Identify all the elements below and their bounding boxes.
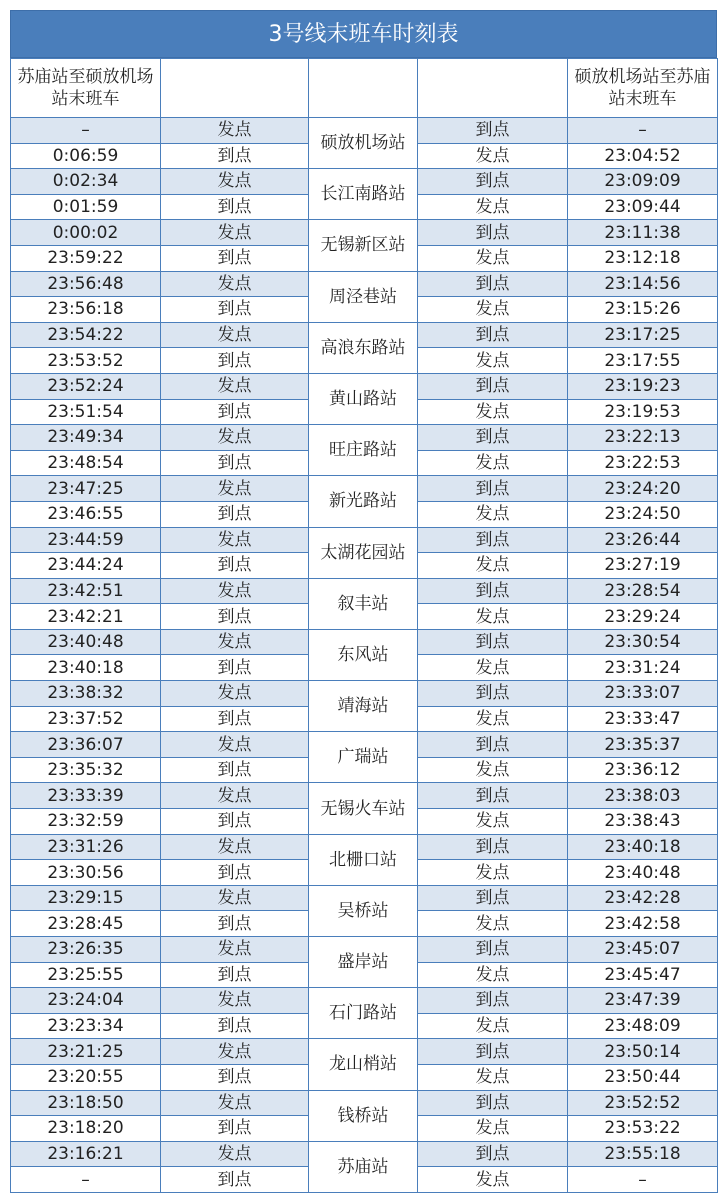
header-row	[11, 59, 718, 118]
left-time-cell: 23:42:21	[11, 604, 161, 630]
right-time-cell: 23:30:54	[568, 629, 718, 655]
right-type-cell: 到点	[418, 937, 568, 963]
table-row	[11, 578, 718, 604]
table-row	[11, 1039, 718, 1065]
left-time-cell: 23:29:15	[11, 885, 161, 911]
timetable-table	[10, 58, 718, 1193]
table-row	[11, 885, 718, 911]
right-type-cell: 到点	[418, 169, 568, 195]
station-name-cell: 新光路站	[309, 476, 418, 527]
right-type-cell: 发点	[418, 1167, 568, 1193]
left-type-cell: 发点	[161, 1039, 309, 1065]
right-time-cell: 23:40:18	[568, 834, 718, 860]
right-time-cell: 23:35:37	[568, 732, 718, 758]
left-type-cell: 发点	[161, 681, 309, 707]
station-name-cell: 钱桥站	[309, 1090, 418, 1141]
left-time-cell: 23:48:54	[11, 450, 161, 476]
left-type-cell: 发点	[161, 527, 309, 553]
table-row	[11, 681, 718, 707]
right-type-cell: 到点	[418, 783, 568, 809]
left-type-cell: 到点	[161, 348, 309, 374]
right-time-cell: 23:53:22	[568, 1116, 718, 1142]
right-type-cell: 到点	[418, 527, 568, 553]
right-time-cell: 23:52:52	[568, 1090, 718, 1116]
right-type-cell: 发点	[418, 553, 568, 579]
left-time-cell: 23:38:32	[11, 681, 161, 707]
right-type-cell: 发点	[418, 911, 568, 937]
left-type-cell: 到点	[161, 604, 309, 630]
left-time-cell: 23:16:21	[11, 1141, 161, 1167]
station-name-cell: 龙山梢站	[309, 1039, 418, 1090]
right-type-cell: 到点	[418, 425, 568, 451]
timetable-title: 3号线末班车时刻表	[10, 10, 717, 58]
left-time-cell: 23:25:55	[11, 962, 161, 988]
right-time-cell: 23:42:58	[568, 911, 718, 937]
station-name-cell: 东风站	[309, 629, 418, 680]
right-type-cell: 到点	[418, 1039, 568, 1065]
left-type-cell: 发点	[161, 578, 309, 604]
left-type-cell: 发点	[161, 476, 309, 502]
right-type-cell: 发点	[418, 706, 568, 732]
right-type-cell: 发点	[418, 1116, 568, 1142]
header-blank	[309, 59, 418, 118]
left-time-cell: 23:26:35	[11, 937, 161, 963]
left-time-cell: 23:59:22	[11, 245, 161, 271]
right-type-cell: 到点	[418, 322, 568, 348]
left-type-cell: 发点	[161, 732, 309, 758]
right-time-cell: 23:14:56	[568, 271, 718, 297]
right-time-cell: 23:04:52	[568, 143, 718, 169]
left-type-cell: 到点	[161, 501, 309, 527]
left-time-cell: 23:28:45	[11, 911, 161, 937]
left-type-cell: 发点	[161, 425, 309, 451]
left-time-cell: 23:24:04	[11, 988, 161, 1014]
left-type-cell: 发点	[161, 373, 309, 399]
right-time-cell: 23:24:20	[568, 476, 718, 502]
right-time-cell: 23:11:38	[568, 220, 718, 246]
right-time-cell: 23:22:53	[568, 450, 718, 476]
station-name-cell: 旺庄路站	[309, 425, 418, 476]
station-name-cell: 太湖花园站	[309, 527, 418, 578]
right-type-cell: 到点	[418, 629, 568, 655]
left-time-cell: 23:33:39	[11, 783, 161, 809]
left-time-cell: 23:52:24	[11, 373, 161, 399]
left-time-cell: 23:23:34	[11, 1013, 161, 1039]
right-type-cell: 发点	[418, 604, 568, 630]
right-time-cell: 23:12:18	[568, 245, 718, 271]
left-time-cell: 23:44:24	[11, 553, 161, 579]
left-type-cell: 到点	[161, 194, 309, 220]
table-row	[11, 169, 718, 195]
station-name-cell: 长江南路站	[309, 169, 418, 220]
right-time-cell: 23:17:25	[568, 322, 718, 348]
left-type-cell: 到点	[161, 297, 309, 323]
left-type-cell: 到点	[161, 553, 309, 579]
left-time-cell: 23:53:52	[11, 348, 161, 374]
right-time-cell: 23:19:23	[568, 373, 718, 399]
right-time-cell: 23:33:47	[568, 706, 718, 732]
left-time-cell: 23:37:52	[11, 706, 161, 732]
right-time-cell: 23:29:24	[568, 604, 718, 630]
left-type-cell: 到点	[161, 1013, 309, 1039]
left-type-cell: 发点	[161, 783, 309, 809]
right-time-cell: 23:38:43	[568, 809, 718, 835]
table-row	[11, 783, 718, 809]
right-time-cell: 23:50:14	[568, 1039, 718, 1065]
right-type-cell: 到点	[418, 271, 568, 297]
right-type-cell: 到点	[418, 578, 568, 604]
left-time-cell: 0:01:59	[11, 194, 161, 220]
left-time-cell: 23:42:51	[11, 578, 161, 604]
left-time-cell: 23:31:26	[11, 834, 161, 860]
right-type-cell: 到点	[418, 476, 568, 502]
right-type-cell: 发点	[418, 809, 568, 835]
left-type-cell: 发点	[161, 322, 309, 348]
right-time-cell: 23:15:26	[568, 297, 718, 323]
table-row	[11, 322, 718, 348]
table-row	[11, 988, 718, 1014]
right-type-cell: 到点	[418, 373, 568, 399]
right-time-cell: –	[568, 118, 718, 144]
right-time-cell: –	[568, 1167, 718, 1193]
right-time-cell: 23:36:12	[568, 757, 718, 783]
left-type-cell: 到点	[161, 757, 309, 783]
right-direction-header: 硕放机场站至苏庙站末班车	[568, 59, 718, 118]
left-time-cell: 23:20:55	[11, 1064, 161, 1090]
left-time-cell: 23:40:18	[11, 655, 161, 681]
right-time-cell: 23:45:47	[568, 962, 718, 988]
station-name-cell: 靖海站	[309, 681, 418, 732]
right-time-cell: 23:24:50	[568, 501, 718, 527]
right-time-cell: 23:31:24	[568, 655, 718, 681]
station-name-cell: 盛岸站	[309, 937, 418, 988]
station-name-cell: 北栅口站	[309, 834, 418, 885]
right-time-cell: 23:48:09	[568, 1013, 718, 1039]
right-time-cell: 23:45:07	[568, 937, 718, 963]
left-time-cell: 0:02:34	[11, 169, 161, 195]
station-name-cell: 高浪东路站	[309, 322, 418, 373]
station-name-cell: 石门路站	[309, 988, 418, 1039]
left-time-cell: –	[11, 1167, 161, 1193]
right-time-cell: 23:19:53	[568, 399, 718, 425]
timetable-body	[11, 59, 718, 1193]
right-type-cell: 发点	[418, 1064, 568, 1090]
left-type-cell: 到点	[161, 809, 309, 835]
right-type-cell: 发点	[418, 655, 568, 681]
right-type-cell: 到点	[418, 681, 568, 707]
left-time-cell: 23:36:07	[11, 732, 161, 758]
right-time-cell: 23:09:09	[568, 169, 718, 195]
station-name-cell: 叙丰站	[309, 578, 418, 629]
left-time-cell: 23:35:32	[11, 757, 161, 783]
left-time-cell: 23:46:55	[11, 501, 161, 527]
right-time-cell: 23:09:44	[568, 194, 718, 220]
right-type-cell: 发点	[418, 194, 568, 220]
table-row	[11, 271, 718, 297]
table-row	[11, 373, 718, 399]
left-type-cell: 到点	[161, 962, 309, 988]
table-row	[11, 476, 718, 502]
left-time-cell: 23:44:59	[11, 527, 161, 553]
left-time-cell: 23:54:22	[11, 322, 161, 348]
left-type-cell: 发点	[161, 629, 309, 655]
right-type-cell: 发点	[418, 245, 568, 271]
station-name-cell: 广瑞站	[309, 732, 418, 783]
right-time-cell: 23:55:18	[568, 1141, 718, 1167]
left-type-cell: 到点	[161, 1167, 309, 1193]
left-type-cell: 到点	[161, 245, 309, 271]
station-name-cell: 黄山路站	[309, 373, 418, 424]
left-type-cell: 发点	[161, 271, 309, 297]
table-row	[11, 220, 718, 246]
station-name-cell: 吴桥站	[309, 885, 418, 936]
right-time-cell: 23:47:39	[568, 988, 718, 1014]
right-time-cell: 23:42:28	[568, 885, 718, 911]
left-type-cell: 到点	[161, 655, 309, 681]
right-time-cell: 23:17:55	[568, 348, 718, 374]
right-time-cell: 23:26:44	[568, 527, 718, 553]
station-name-cell: 硕放机场站	[309, 118, 418, 169]
left-type-cell: 到点	[161, 450, 309, 476]
left-time-cell: 23:21:25	[11, 1039, 161, 1065]
table-row	[11, 834, 718, 860]
station-name-cell: 无锡新区站	[309, 220, 418, 271]
right-type-cell: 到点	[418, 1090, 568, 1116]
left-time-cell: 23:40:48	[11, 629, 161, 655]
right-type-cell: 到点	[418, 220, 568, 246]
station-name-cell: 苏庙站	[309, 1141, 418, 1192]
station-name-cell: 无锡火车站	[309, 783, 418, 834]
table-row	[11, 118, 718, 144]
left-time-cell: 23:49:34	[11, 425, 161, 451]
left-type-cell: 发点	[161, 834, 309, 860]
right-type-cell: 发点	[418, 297, 568, 323]
right-type-cell: 到点	[418, 885, 568, 911]
table-row	[11, 425, 718, 451]
left-time-cell: 23:18:20	[11, 1116, 161, 1142]
table-row	[11, 732, 718, 758]
right-time-cell: 23:38:03	[568, 783, 718, 809]
left-time-cell: 23:56:18	[11, 297, 161, 323]
left-time-cell: 0:06:59	[11, 143, 161, 169]
left-time-cell: 23:18:50	[11, 1090, 161, 1116]
right-type-cell: 到点	[418, 732, 568, 758]
right-type-cell: 发点	[418, 501, 568, 527]
left-time-cell: –	[11, 118, 161, 144]
left-type-cell: 发点	[161, 988, 309, 1014]
timetable-sheet	[10, 10, 717, 1193]
right-type-cell: 发点	[418, 348, 568, 374]
header-blank	[161, 59, 309, 118]
right-time-cell: 23:40:48	[568, 860, 718, 886]
right-type-cell: 发点	[418, 399, 568, 425]
right-type-cell: 到点	[418, 988, 568, 1014]
left-time-cell: 0:00:02	[11, 220, 161, 246]
right-type-cell: 到点	[418, 1141, 568, 1167]
left-type-cell: 到点	[161, 1064, 309, 1090]
left-time-cell: 23:30:56	[11, 860, 161, 886]
left-type-cell: 到点	[161, 860, 309, 886]
right-type-cell: 到点	[418, 118, 568, 144]
left-type-cell: 发点	[161, 118, 309, 144]
right-time-cell: 23:22:13	[568, 425, 718, 451]
right-time-cell: 23:27:19	[568, 553, 718, 579]
left-direction-header: 苏庙站至硕放机场站末班车	[11, 59, 161, 118]
right-time-cell: 23:28:54	[568, 578, 718, 604]
header-blank	[418, 59, 568, 118]
right-time-cell: 23:33:07	[568, 681, 718, 707]
table-row	[11, 1090, 718, 1116]
left-type-cell: 到点	[161, 399, 309, 425]
left-type-cell: 发点	[161, 220, 309, 246]
table-row	[11, 629, 718, 655]
table-row	[11, 937, 718, 963]
left-type-cell: 发点	[161, 169, 309, 195]
right-type-cell: 发点	[418, 1013, 568, 1039]
station-name-cell: 周泾巷站	[309, 271, 418, 322]
left-type-cell: 到点	[161, 143, 309, 169]
left-type-cell: 发点	[161, 885, 309, 911]
table-row	[11, 1141, 718, 1167]
right-type-cell: 发点	[418, 860, 568, 886]
left-type-cell: 发点	[161, 1090, 309, 1116]
right-type-cell: 到点	[418, 834, 568, 860]
left-type-cell: 发点	[161, 1141, 309, 1167]
right-type-cell: 发点	[418, 962, 568, 988]
right-time-cell: 23:50:44	[568, 1064, 718, 1090]
left-time-cell: 23:47:25	[11, 476, 161, 502]
left-time-cell: 23:56:48	[11, 271, 161, 297]
left-type-cell: 到点	[161, 911, 309, 937]
left-type-cell: 到点	[161, 706, 309, 732]
left-type-cell: 到点	[161, 1116, 309, 1142]
left-time-cell: 23:51:54	[11, 399, 161, 425]
right-type-cell: 发点	[418, 143, 568, 169]
left-time-cell: 23:32:59	[11, 809, 161, 835]
table-row	[11, 527, 718, 553]
left-type-cell: 发点	[161, 937, 309, 963]
right-type-cell: 发点	[418, 757, 568, 783]
right-type-cell: 发点	[418, 450, 568, 476]
